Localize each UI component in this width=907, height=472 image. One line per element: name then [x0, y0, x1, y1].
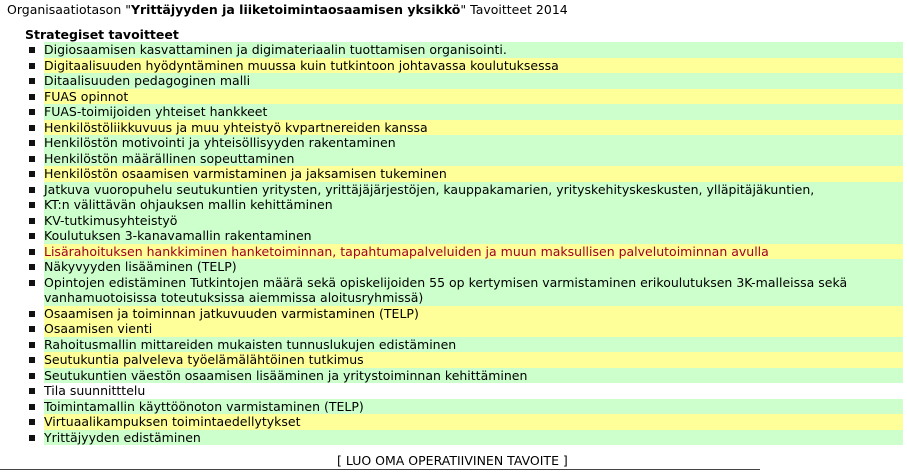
goal-list-item[interactable]	[27, 151, 903, 167]
bullet-icon	[27, 58, 44, 73]
bullet-icon	[27, 73, 44, 88]
goal-list-item[interactable]	[27, 197, 903, 213]
bullet-icon	[27, 135, 44, 150]
goal-list-item[interactable]	[27, 337, 903, 353]
goal-list-item[interactable]	[27, 275, 903, 306]
goal-list-item[interactable]	[27, 228, 903, 244]
goal-list-item[interactable]	[27, 244, 903, 260]
goal-list-item[interactable]	[27, 135, 903, 151]
bullet-icon	[27, 259, 44, 274]
goal-label[interactable]: Opintojen edistäminen Tutkintojen määrä sekä opiskelijoiden 55 op kertymisen varmistaminen erikoulutuksen 3K-malleissa sekä vanhamuotoisissa toteutuksissa aiemmissa aloitusryhmissä)	[44, 275, 903, 306]
bullet-icon	[27, 352, 44, 367]
unit-name: Yrittäjyyden ja liiketoimintaosaamisen yksikkö	[130, 2, 461, 17]
goal-label[interactable]: Näkyvyyden lisääminen (TELP)	[44, 259, 903, 275]
goal-label[interactable]: Ditaalisuuden pedagoginen malli	[44, 73, 903, 89]
create-operational-goal-link[interactable]: [ LUO OMA OPERATIIVINEN TAVOITE ]	[337, 453, 568, 468]
bullet-icon	[27, 399, 44, 414]
goal-list-item[interactable]	[27, 89, 903, 105]
bullet-icon	[27, 197, 44, 212]
goal-list-item[interactable]	[27, 104, 903, 120]
goal-label[interactable]: FUAS-toimijoiden yhteiset hankkeet	[44, 104, 903, 120]
strategic-goals-list	[27, 42, 903, 445]
title-prefix: Organisaatiotason "	[7, 2, 131, 17]
bullet-icon	[27, 120, 44, 135]
bullet-icon	[27, 89, 44, 104]
goal-label[interactable]: Seutukuntia palveleva työelämälähtöinen tutkimus	[44, 352, 903, 368]
goal-list-item[interactable]	[27, 368, 903, 384]
goal-label[interactable]: Toimintamallin käyttöönoton varmistaminen (TELP)	[44, 399, 903, 415]
goal-label[interactable]: Virtuaalikampuksen toimintaedellytykset	[44, 414, 903, 430]
page-title	[7, 2, 568, 17]
bullet-icon	[27, 306, 44, 321]
goal-label[interactable]: Koulutuksen 3-kanavamallin rakentaminen	[44, 228, 903, 244]
title-suffix: " Tavoitteet 2014	[460, 2, 568, 17]
goal-label[interactable]: Henkilöstön määrällinen sopeuttaminen	[44, 151, 903, 167]
bullet-icon	[27, 368, 44, 383]
bullet-icon	[27, 321, 44, 336]
goal-list-item[interactable]	[27, 259, 903, 275]
goal-label[interactable]: Osaamisen vienti	[44, 321, 903, 337]
goal-label[interactable]: KT:n välittävän ohjauksen mallin kehittäminen	[44, 197, 903, 213]
bullet-icon	[27, 151, 44, 166]
goal-label[interactable]: Digitaalisuuden hyödyntäminen muussa kuin tutkintoon johtavassa koulutuksessa	[44, 58, 903, 74]
goal-list-item[interactable]	[27, 42, 903, 58]
bullet-icon	[27, 383, 44, 398]
goal-list-item[interactable]	[27, 58, 903, 74]
bullet-icon	[27, 182, 44, 197]
bullet-icon	[27, 244, 44, 259]
goal-label[interactable]: Osaamisen ja toiminnan jatkuvuuden varmistaminen (TELP)	[44, 306, 903, 322]
goal-list-item[interactable]	[27, 306, 903, 322]
goal-list-item[interactable]	[27, 352, 903, 368]
bullet-icon	[27, 104, 44, 119]
goal-label[interactable]: Henkilöstön osaamisen varmistaminen ja jaksamisen tukeminen	[44, 166, 903, 182]
goal-list-item[interactable]	[27, 399, 903, 415]
bullet-icon	[27, 42, 44, 57]
goal-list-item[interactable]	[27, 213, 903, 229]
goal-label[interactable]: Yrittäjyyden edistäminen	[44, 430, 903, 446]
goal-label[interactable]: Henkilöstöliikkuvuus ja muu yhteistyö kvpartnereiden kanssa	[44, 120, 903, 136]
goal-list-item[interactable]	[27, 430, 903, 446]
goal-label[interactable]: Seutukuntien väestön osaamisen lisääminen ja yritystoiminnan kehittäminen	[44, 368, 903, 384]
goal-list-item[interactable]	[27, 182, 903, 198]
bullet-icon	[27, 414, 44, 429]
goal-label[interactable]: Rahoitusmallin mittareiden mukaisten tunnuslukujen edistäminen	[44, 337, 903, 353]
bullet-icon	[27, 213, 44, 228]
bullet-icon	[27, 430, 44, 445]
goal-label[interactable]: Digiosaamisen kasvattaminen ja digimateriaalin tuottamisen organisointi.	[44, 42, 903, 58]
goal-list-item[interactable]	[27, 321, 903, 337]
goal-label[interactable]: FUAS opinnot	[44, 89, 903, 105]
goal-list-item[interactable]	[27, 383, 903, 399]
goal-label[interactable]: Henkilöstön motivointi ja yhteisöllisyyden rakentaminen	[44, 135, 903, 151]
bullet-icon	[27, 337, 44, 352]
section-title: Strategiset tavoitteet	[25, 27, 179, 42]
bullet-icon	[27, 275, 44, 290]
goal-list-item[interactable]	[27, 73, 903, 89]
goal-list-item[interactable]	[27, 414, 903, 430]
bullet-icon	[27, 166, 44, 181]
goal-label[interactable]: KV-tutkimusyhteistyö	[44, 213, 903, 229]
goal-label[interactable]: Jatkuva vuoropuhelu seutukuntien yritysten, yrittäjäjärjestöjen, kauppakamarien, yrityskehityskeskusten, ylläpitäjäkuntien,	[44, 182, 903, 198]
goal-list-item[interactable]	[27, 120, 903, 136]
divider	[0, 469, 760, 470]
goal-list-item[interactable]	[27, 166, 903, 182]
goal-label[interactable]: Tila suunnitttelu	[44, 383, 903, 399]
goal-label[interactable]: Lisärahoituksen hankkiminen hanketoiminnan, tapahtumapalveluiden ja muun maksullisen palvelutoiminnan avulla	[44, 244, 903, 260]
bullet-icon	[27, 228, 44, 243]
